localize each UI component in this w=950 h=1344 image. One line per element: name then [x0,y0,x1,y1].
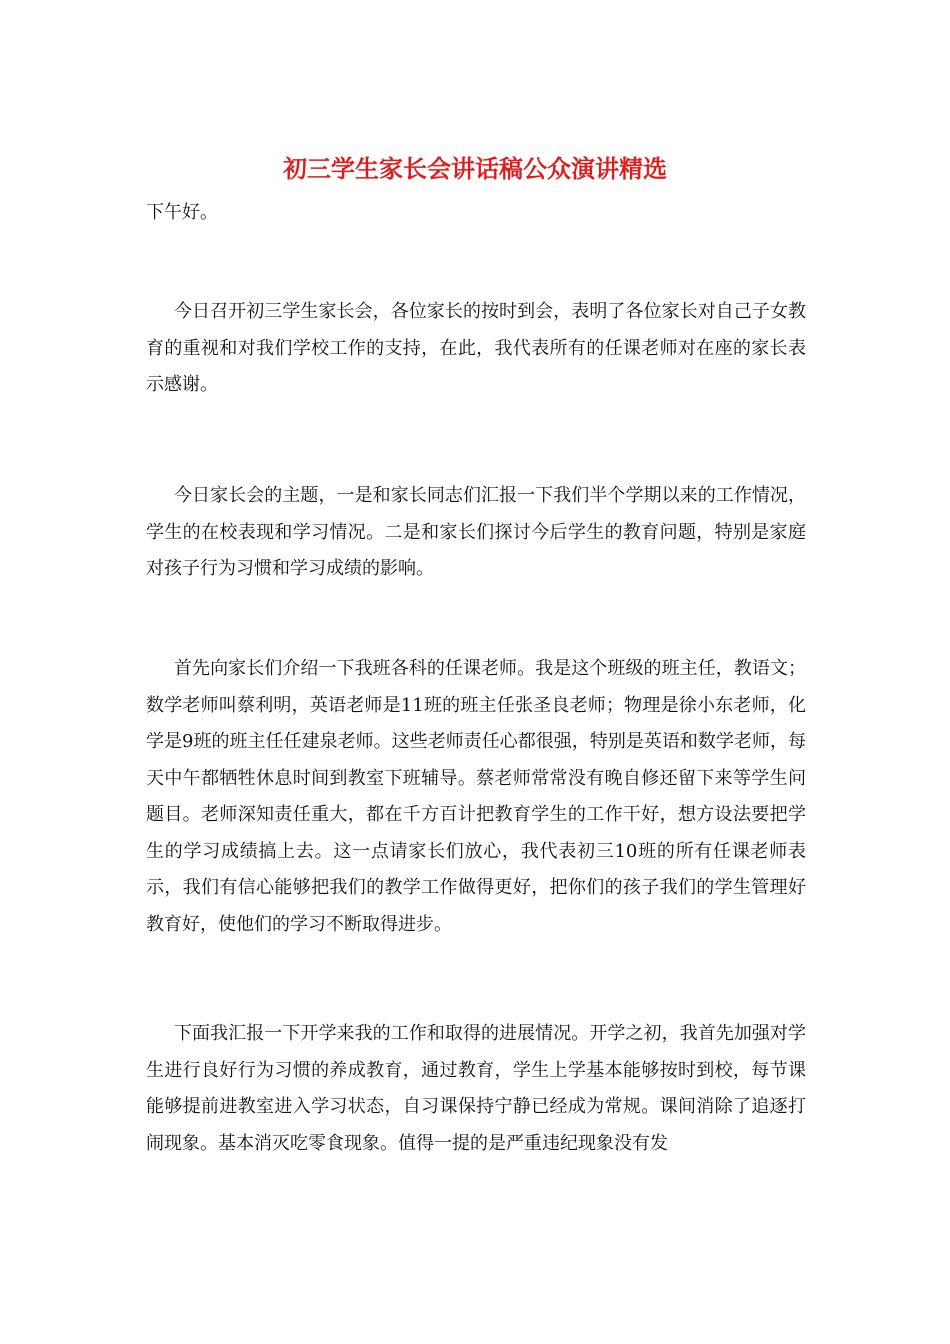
paragraph-3: 首先向家长们介绍一下我班各科的任课老师。我是这个班级的班主任，教语文；数学老师叫蔡利明，英语老师是11班的班主任张圣良老师；物理是徐小东老师，化学是9班的班主任任建泉老师。这些老师责任心都很强，特别是英语和数学老师，每天中午都牺牲休息时间到教室下班辅导。蔡老师常常没有晚自修还留下来等学生问题目。老师深知责任重大，都在千方百计把教育学生的工作干好，想方设法要把学生的学习成绩搞上去。这一点请家长们放心，我代表初三10班的所有任课老师表示，我们有信心能够把我们的教学工作做得更好，把你们的孩子我们的学生管理好教育好，使他们的学习不断取得进步。 [146,658,806,935]
greeting-text: 下午好。 [146,202,218,223]
paragraph-1: 今日召开初三学生家长会，各位家长的按时到会，表明了各位家长对自己子女教育的重视和对我们学校工作的支持，在此，我代表所有的任课老师对在座的家长表示感谢。 [146,301,806,395]
document-title: 初三学生家长会讲话稿公众演讲精选 [283,154,667,183]
paragraph-4: 下面我汇报一下开学来我的工作和取得的进展情况。开学之初，我首先加强对学生进行良好行为习惯的养成教育，通过教育，学生上学基本能够按时到校，每节课能够提前进教室进入学习状态，自习课保持宁静已经成为常规。课间消除了追逐打闹现象。基本消灭吃零食现象。值得一提的是严重违纪现象没有发 [146,1023,806,1154]
paragraph-2: 今日家长会的主题，一是和家长同志们汇报一下我们半个学期以来的工作情况，学生的在校表现和学习情况。二是和家长们探讨今后学生的教育问题，特别是家庭对孩子行为习惯和学习成绩的影响。 [146,485,806,579]
